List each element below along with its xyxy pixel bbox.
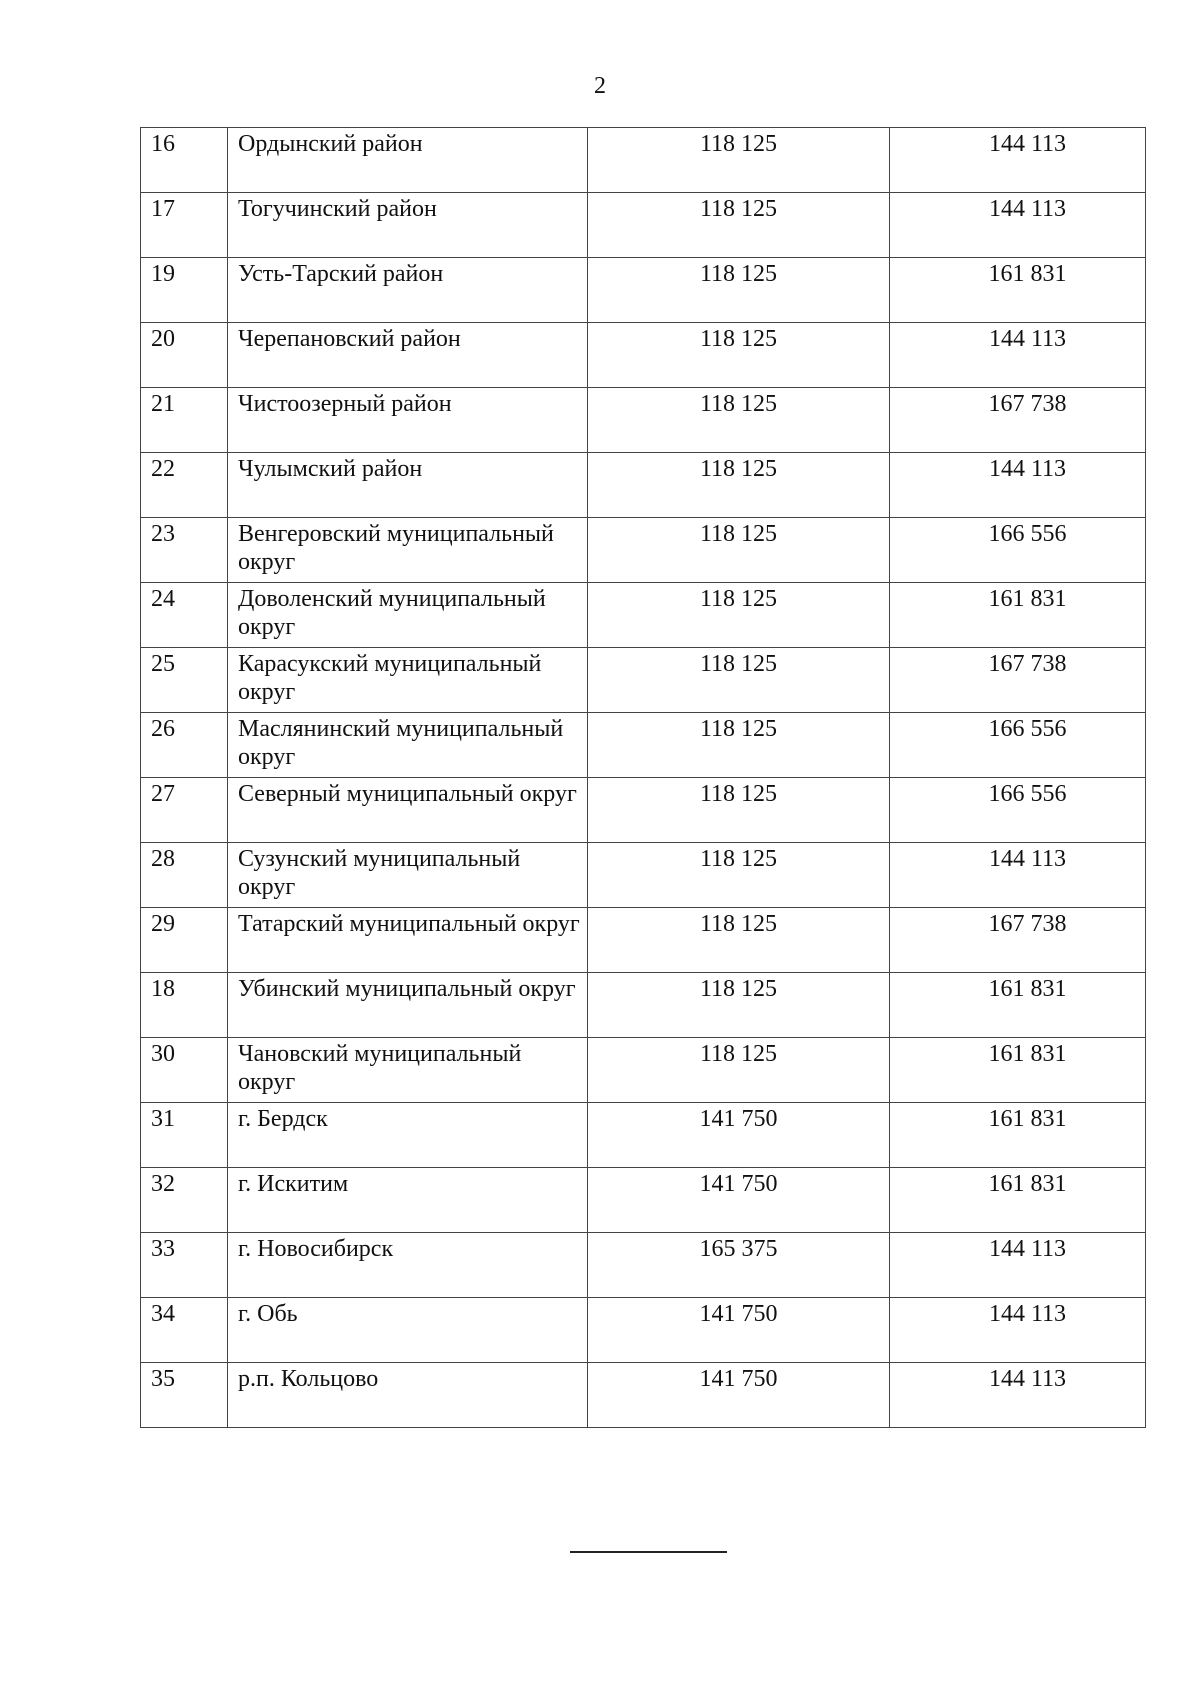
row-number: 22 [141,453,228,518]
municipality-name: Сузунский муниципальный округ [228,843,588,908]
table-row [141,1038,1146,1103]
row-number: 18 [141,973,228,1038]
value-column-1: 118 125 [588,258,890,323]
row-number: 17 [141,193,228,258]
row-number: 16 [141,128,228,193]
value-column-1: 165 375 [588,1233,890,1298]
value-column-1: 118 125 [588,583,890,648]
table-row [141,258,1146,323]
row-number: 31 [141,1103,228,1168]
row-number: 23 [141,518,228,583]
municipality-name: Северный муниципальный округ [228,778,588,843]
value-column-2: 166 556 [890,518,1146,583]
table-row [141,193,1146,258]
value-column-1: 118 125 [588,323,890,388]
table-row [141,583,1146,648]
value-column-1: 118 125 [588,1038,890,1103]
table-row [141,1363,1146,1428]
row-number: 26 [141,713,228,778]
value-column-2: 144 113 [890,193,1146,258]
value-column-2: 144 113 [890,843,1146,908]
municipality-name: Убинский муниципальный округ [228,973,588,1038]
value-column-2: 144 113 [890,128,1146,193]
value-column-1: 118 125 [588,128,890,193]
municipality-name: Чановский муниципальный округ [228,1038,588,1103]
row-number: 28 [141,843,228,908]
row-number: 20 [141,323,228,388]
value-column-2: 161 831 [890,1103,1146,1168]
value-column-1: 118 125 [588,713,890,778]
municipality-name: Ордынский район [228,128,588,193]
table-row [141,128,1146,193]
row-number: 24 [141,583,228,648]
row-number: 32 [141,1168,228,1233]
value-column-1: 118 125 [588,973,890,1038]
table-row [141,778,1146,843]
value-column-2: 166 556 [890,778,1146,843]
table-row [141,1298,1146,1363]
table-row [141,1168,1146,1233]
row-number: 25 [141,648,228,713]
value-column-1: 118 125 [588,193,890,258]
row-number: 34 [141,1298,228,1363]
municipality-name: р.п. Кольцово [228,1363,588,1428]
value-column-2: 144 113 [890,1363,1146,1428]
municipality-name: Чулымский район [228,453,588,518]
value-column-2: 167 738 [890,648,1146,713]
row-number: 30 [141,1038,228,1103]
row-number: 35 [141,1363,228,1428]
value-column-2: 161 831 [890,1168,1146,1233]
value-column-2: 167 738 [890,908,1146,973]
value-column-2: 144 113 [890,323,1146,388]
value-column-2: 161 831 [890,973,1146,1038]
value-column-2: 144 113 [890,453,1146,518]
value-column-2: 161 831 [890,1038,1146,1103]
value-column-1: 141 750 [588,1298,890,1363]
value-column-2: 144 113 [890,1298,1146,1363]
municipality-name: Тогучинский район [228,193,588,258]
value-column-1: 118 125 [588,518,890,583]
table-row [141,453,1146,518]
data-table [140,127,1146,1428]
table-row [141,1233,1146,1298]
municipality-name: Черепановский район [228,323,588,388]
table-row [141,908,1146,973]
table-row [141,1103,1146,1168]
row-number: 27 [141,778,228,843]
table-row [141,518,1146,583]
table-row [141,323,1146,388]
end-of-document-line [570,1551,727,1553]
row-number: 21 [141,388,228,453]
municipality-name: г. Новосибирск [228,1233,588,1298]
municipality-name: Татарский муниципальный округ [228,908,588,973]
table-row [141,713,1146,778]
page-number: 2 [594,73,606,99]
value-column-1: 141 750 [588,1103,890,1168]
row-number: 33 [141,1233,228,1298]
municipality-name: г. Искитим [228,1168,588,1233]
municipality-name: Маслянинский муниципальный округ [228,713,588,778]
value-column-2: 161 831 [890,258,1146,323]
municipality-name: г. Обь [228,1298,588,1363]
table-row [141,648,1146,713]
value-column-1: 118 125 [588,778,890,843]
municipality-name: Чистоозерный район [228,388,588,453]
value-column-1: 118 125 [588,453,890,518]
municipality-name: Усть-Тарский район [228,258,588,323]
municipality-name: Венгеровский муниципальный округ [228,518,588,583]
value-column-2: 166 556 [890,713,1146,778]
municipality-name: Доволенский муниципальный округ [228,583,588,648]
value-column-2: 144 113 [890,1233,1146,1298]
municipality-name: г. Бердск [228,1103,588,1168]
table-row [141,973,1146,1038]
row-number: 29 [141,908,228,973]
value-column-2: 167 738 [890,388,1146,453]
value-column-1: 118 125 [588,843,890,908]
row-number: 19 [141,258,228,323]
value-column-1: 141 750 [588,1363,890,1428]
value-column-2: 161 831 [890,583,1146,648]
value-column-1: 141 750 [588,1168,890,1233]
table-row [141,843,1146,908]
value-column-1: 118 125 [588,908,890,973]
table-row [141,388,1146,453]
value-column-1: 118 125 [588,648,890,713]
municipality-name: Карасукский муниципальный округ [228,648,588,713]
value-column-1: 118 125 [588,388,890,453]
